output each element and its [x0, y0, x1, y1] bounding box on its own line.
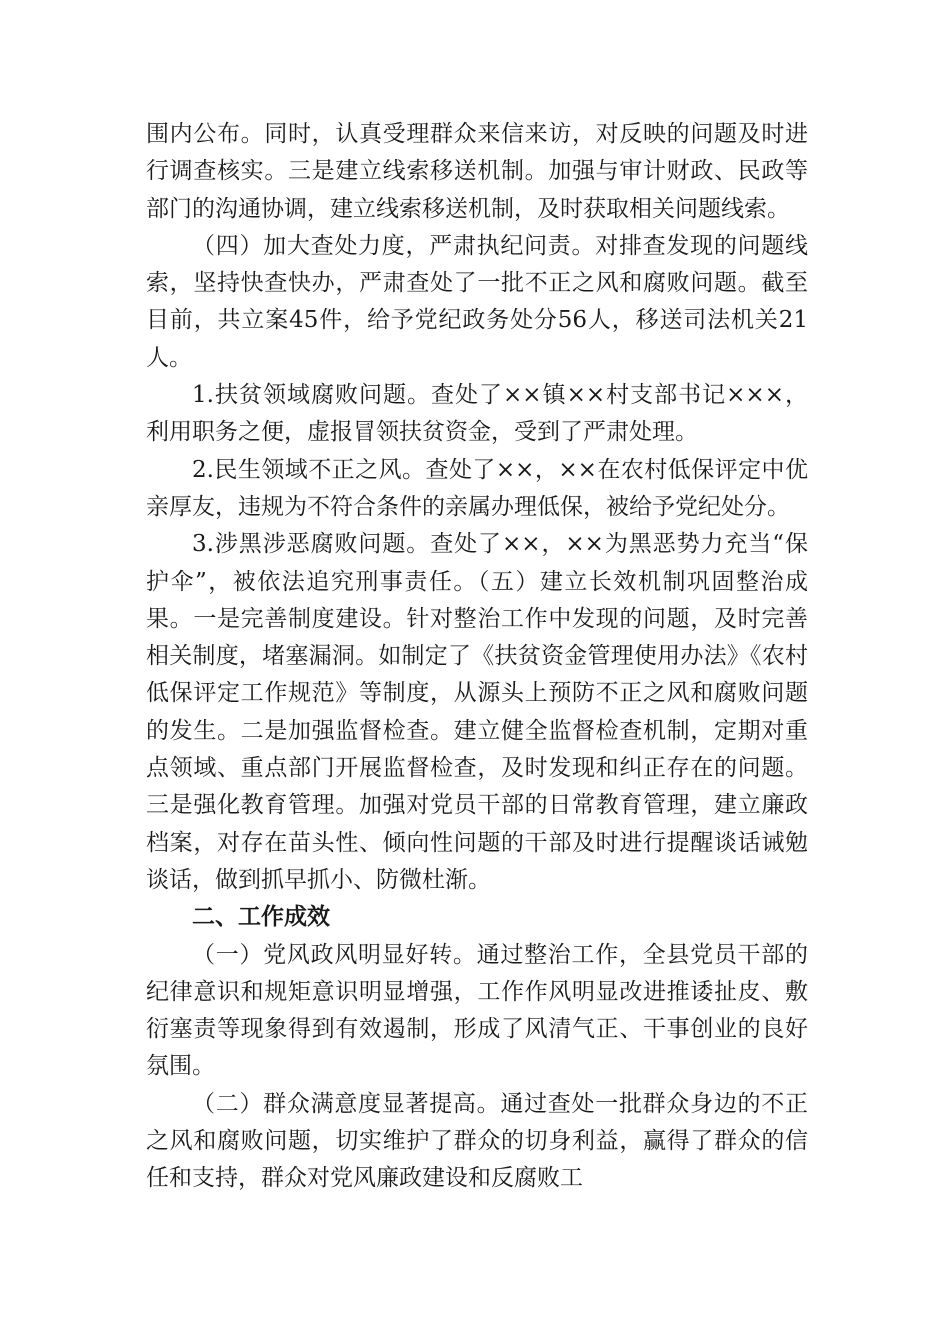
- section-heading-work-results: 二、工作成效: [192, 904, 330, 931]
- paragraph-item-3: 3.涉黑涉恶腐败问题。查处了××，××为黑恶势力充当“保护伞”，被依法追究刑事责任。（五）建立长效机制巩固整治成果。一是完善制度建设。针对整治工作中发现的问题，及时完善相关制度，堵塞漏洞。如制定了《扶贫资金管理使用办法》《农村低保评定工作规范》等制度，从源头上预防不正之风和腐败问题的发生。二是加强监督检查。建立健全监督检查机制，定期对重点领域、重点部门开展监督检查，及时发现和纠正存在的问题。三是强化教育管理。加强对党员干部的日常教育管理，建立廉政档案，对存在苗头性、倾向性问题的干部及时进行提醒谈话诫勉谈话，做到抓早抓小、防微杜渐。: [146, 531, 808, 893]
- document-body: [146, 116, 808, 1198]
- paragraph-result-2: （二）群众满意度显著提高。通过查处一批群众身边的不正之风和腐败问题，切实维护了群众的切身利益，赢得了群众的信任和支持，群众对党风廉政建设和反腐败工: [146, 1090, 808, 1192]
- paragraph-item-1: 1.扶贫领域腐败问题。查处了××镇××村支部书记×××，利用职务之便，虚报冒领扶贫资金，受到了严肃处理。: [146, 382, 808, 446]
- paragraph-item-2: 2.民生领域不正之风。查处了××，××在农村低保评定中优亲厚友，违规为不符合条件的亲属办理低保，被给予党纪处分。: [146, 456, 808, 520]
- paragraph-continuation: 围内公布。同时，认真受理群众来信来访，对反映的问题及时进行调查核实。三是建立线索移送机制。加强与审计财政、民政等部门的沟通协调，建立线索移送机制，及时获取相关问题线索。: [146, 121, 808, 222]
- paragraph-section-4: （四）加大查处力度，严肃执纪问责。对排查发现的问题线索，坚持快查快办，严肃查处了一批不正之风和腐败问题。截至目前，共立案45件，给予党纪政务处分56人，移送司法机关21人。: [146, 232, 808, 371]
- paragraph-result-1: （一）党风政风明显好转。通过整治工作，全县党员干部的纪律意识和规矩意识明显增强，工作作风明显改进推诿扯皮、敷衍塞责等现象得到有效遏制，形成了风清气正、干事创业的良好氛围。: [146, 941, 808, 1080]
